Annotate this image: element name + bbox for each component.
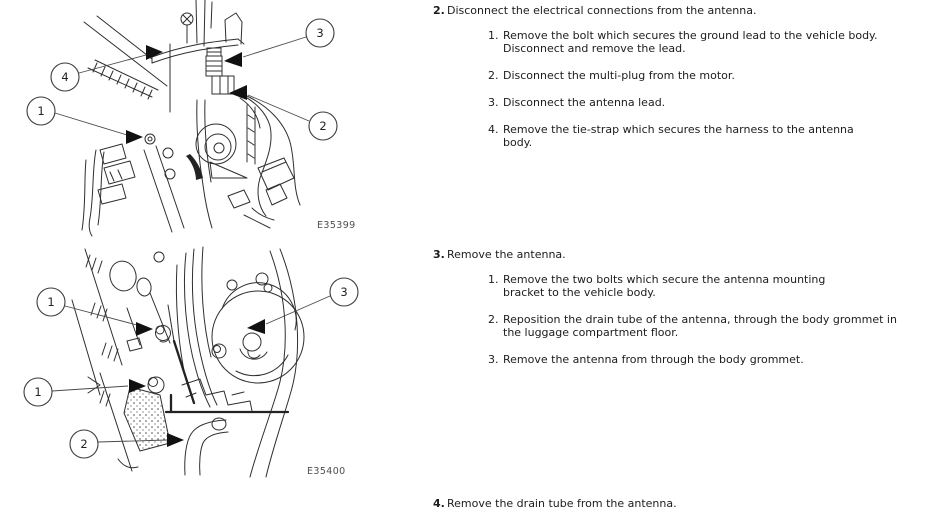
callout-1-lower-badge [24,378,52,406]
substep-number: 2. [488,313,499,326]
substep-number: 1. [488,273,499,286]
callout-2-number: 2 [319,119,327,133]
callout-2-badge [309,112,337,140]
step-heading [433,497,927,510]
figure-antenna-connections [0,0,430,245]
step-text: Remove the antenna. [447,248,566,261]
callout-1-number: 1 [37,104,45,118]
substep-number: 4. [488,123,499,136]
arrowhead-2 [229,85,247,100]
step-remove-antenna [433,248,927,380]
substep-number: 1. [488,29,499,42]
callout-2-number: 2 [80,437,88,451]
substep-text: Remove the bolt which secures the ground lead to the vehicle body. Disconnect and remove the lead. [503,29,878,55]
substep-text: Remove the tie-strap which secures the harness to the antenna body. [503,123,854,149]
substep-text: Reposition the drain tube of the antenna, through the body grommet in the luggage compartment floor. [503,313,897,339]
list-item [488,29,927,55]
substep-number: 3. [488,353,499,366]
arrowhead-1 [126,130,143,144]
list-item [488,96,927,109]
list-item [488,353,927,366]
substep-number: 2. [488,69,499,82]
step-number: 2. [433,4,445,17]
callout-1-upper-number: 1 [47,295,55,309]
callout-3-number: 3 [340,285,348,299]
substep-text: Remove the antenna from through the body grommet. [503,353,804,366]
step-text: Remove the drain tube from the antenna. [447,497,677,510]
step-number: 3. [433,248,445,261]
list-item [488,313,927,339]
figure-label-e35399: E35399 [317,220,356,231]
arrowhead-4 [146,45,163,60]
step-remove-drain-tube [433,497,927,510]
substep-text: Remove the two bolts which secure the antenna mounting bracket to the vehicle body. [503,273,826,299]
callout-leaders [55,37,309,144]
substep-text: Disconnect the antenna lead. [503,96,666,109]
callout-3-badge [330,278,358,306]
callout-4-number: 4 [61,70,69,84]
line-art-antenna-body [72,247,304,477]
list-item [488,69,927,82]
substep-text: Disconnect the multi-plug from the motor. [503,69,735,82]
step-text: Disconnect the electrical connections from the antenna. [447,4,757,17]
substep-list [488,29,927,149]
callout-4-badge [51,63,79,91]
callout-2-badge [70,430,98,458]
substep-list [488,273,927,366]
substep-number: 3. [488,96,499,109]
step-number: 4. [433,497,445,510]
arrowhead-1-upper [136,322,153,336]
callout-3-number: 3 [316,26,324,40]
arrowhead-2 [167,433,184,447]
figure-antenna-connections-svg [0,0,430,245]
callout-3-badge [306,19,334,47]
figure-antenna-removal [0,245,430,490]
figure-antenna-removal-svg [0,245,430,490]
list-item [488,123,927,149]
line-art-antenna-assembly [82,0,300,236]
arrowhead-3 [247,319,265,334]
arrowhead-3 [224,52,242,67]
callout-1-lower-number: 1 [34,385,42,399]
step-heading [433,4,927,17]
step-disconnect-electrical [433,4,927,163]
figure-label-e35400: E35400 [307,466,346,477]
step-heading [433,248,927,261]
callout-1-upper-badge [37,288,65,316]
list-item [488,273,927,299]
callout-1-badge [27,97,55,125]
